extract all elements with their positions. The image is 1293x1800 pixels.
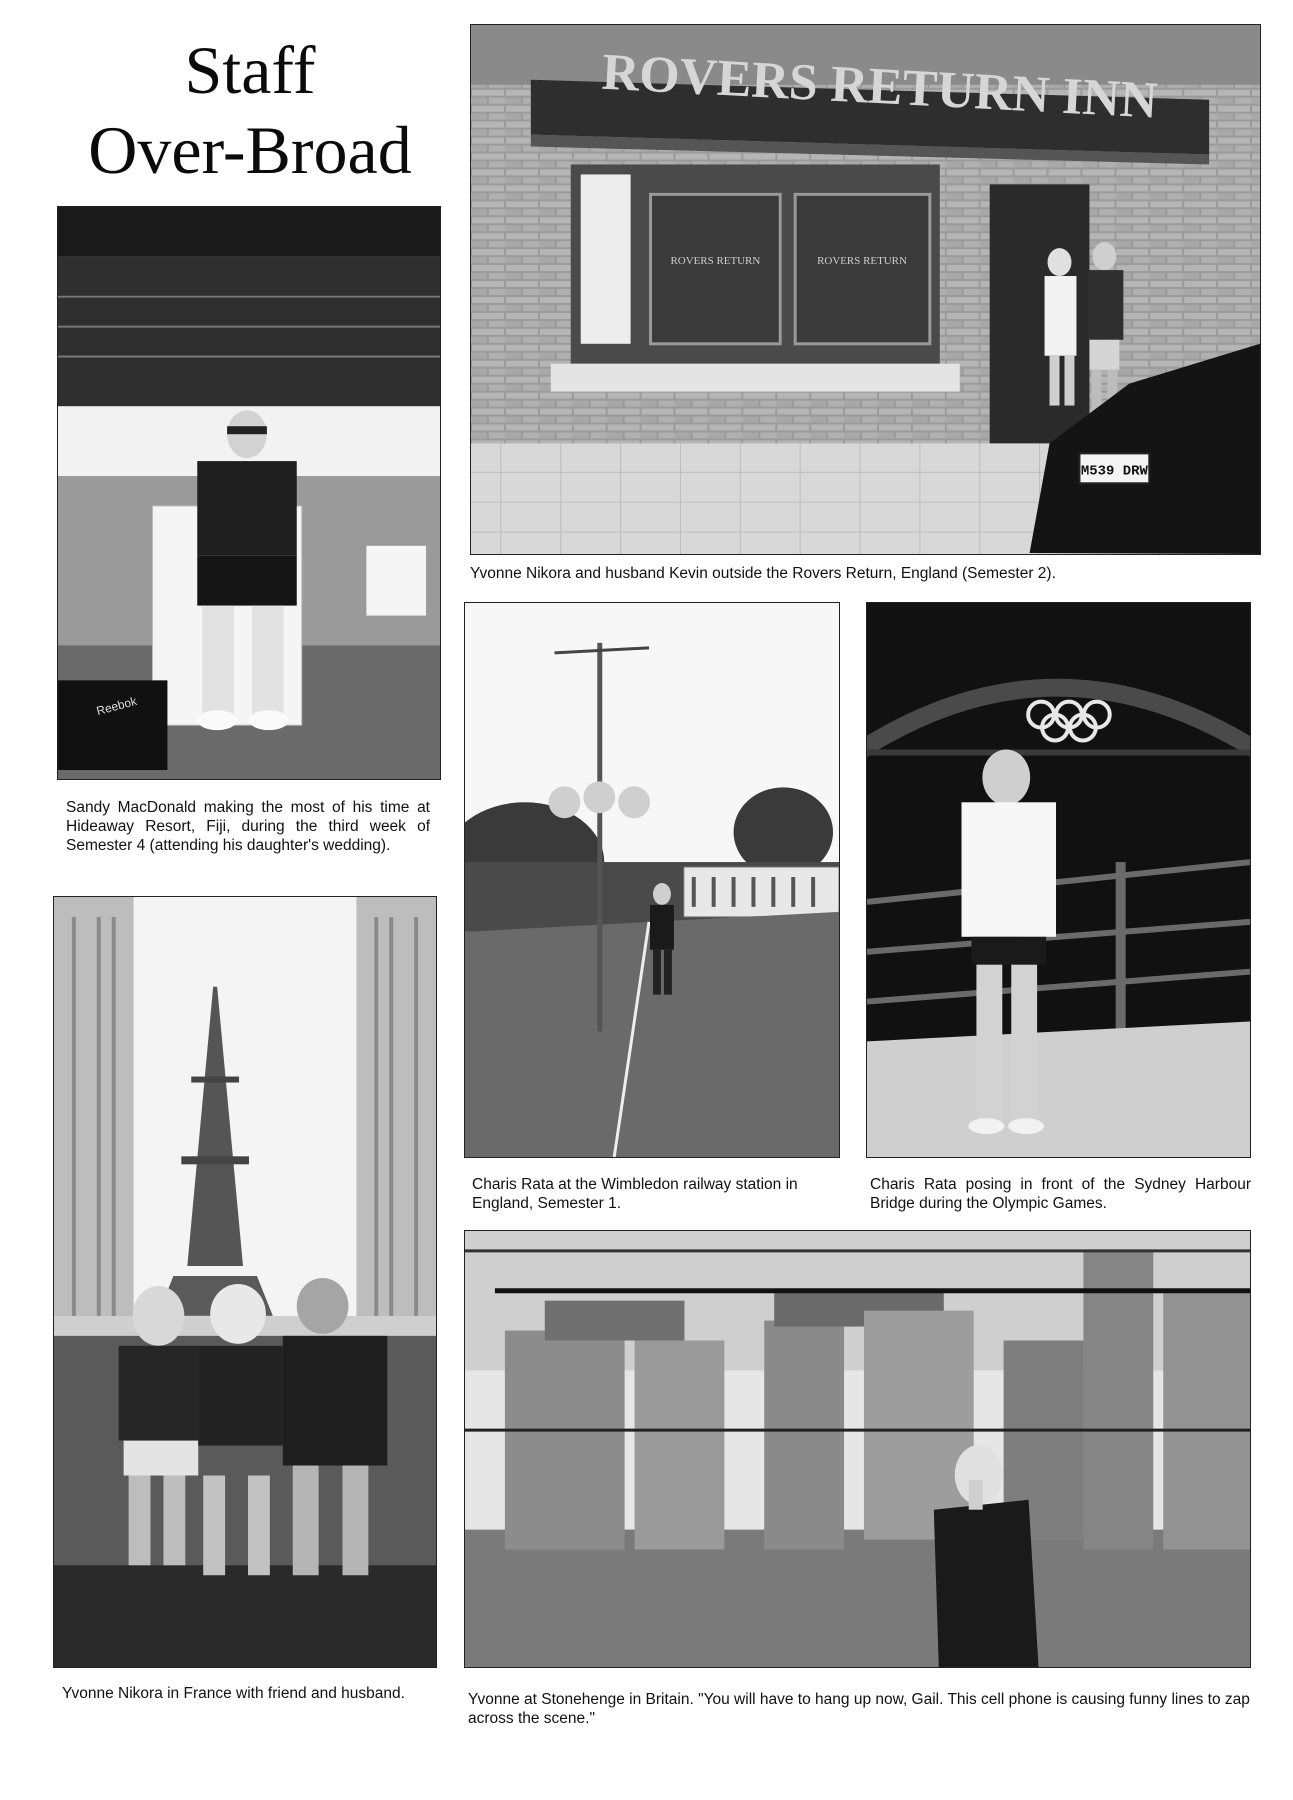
caption-sydney: Charis Rata posing in front of the Sydney Harbour Bridge during the Olympic Games. [870,1176,1251,1212]
photo-stonehenge [464,1230,1251,1668]
window-sign-right: ROVERS RETURN [817,255,907,268]
title-line-1: Staff [184,32,316,108]
photo-rovers-return [470,24,1261,555]
caption-fiji: Sandy MacDonald making the most of his time at Hideaway Resort, Fiji, during the third week of Semester 4 (attending his daughter's wedding). [66,799,430,854]
bag-logo-text: Reebok [94,693,139,719]
caption-stonehenge: Yvonne at Stonehenge in Britain. "You will have to hang up now, Gail. This cell phone is causing funny lines to zap across the scene." [468,1691,1250,1727]
title-line-2: Over-Broad [88,112,412,188]
fiji-image [58,207,440,779]
caption-france: Yvonne Nikora in France with friend and husband. [62,1685,405,1702]
rovers-return-image [471,25,1260,554]
window-sign-left: ROVERS RETURN [670,255,761,268]
stonehenge-image [465,1231,1250,1667]
photo-sydney [866,602,1251,1158]
photo-france [53,896,437,1668]
photo-wimbledon [464,602,840,1158]
sydney-image [867,603,1250,1157]
car-plate: M539 DRW [1080,463,1148,480]
photo-fiji [57,206,441,780]
france-image [54,897,436,1667]
pub-sign-text: ROVERS RETURN INN [600,43,1159,130]
page-title [55,30,445,190]
caption-wimbledon: Charis Rata at the Wimbledon railway station in England, Semester 1. [472,1176,798,1212]
caption-rovers-return: Yvonne Nikora and husband Kevin outside the Rovers Return, England (Semester 2). [470,565,1056,582]
wimbledon-image [465,603,839,1157]
